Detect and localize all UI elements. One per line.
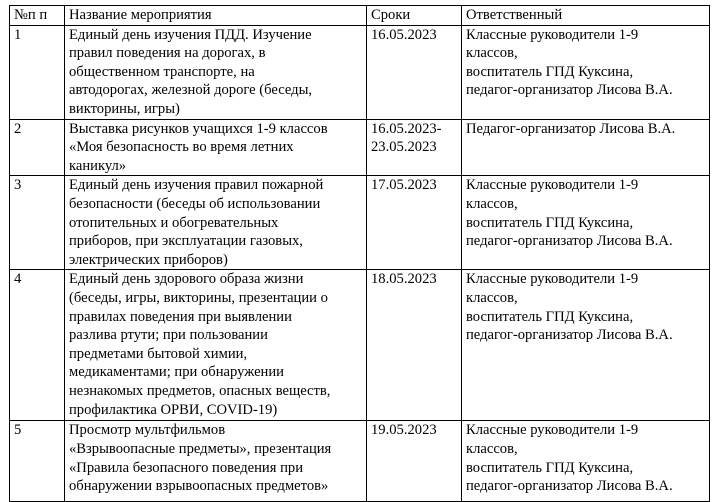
row-responsible: Педагог-организатор Лисова В.А. xyxy=(462,119,710,176)
table-row xyxy=(10,119,710,176)
header-responsible: Ответственный xyxy=(462,6,710,26)
header-number: №п п xyxy=(10,6,65,26)
row-responsible: Классные руководители 1-9 классов, воспитатель ГПД Куксина, педагог-организатор Лисова В.А. xyxy=(462,270,710,421)
row-dates: 17.05.2023 xyxy=(367,176,462,270)
row-number: 5 xyxy=(10,421,65,502)
row-responsible: Классные руководители 1-9 классов, воспитатель ГПД Куксина, педагог-организатор Лисова В.А. xyxy=(462,176,710,270)
row-dates: 19.05.2023 xyxy=(367,421,462,502)
row-responsible: Классные руководители 1-9 классов, воспитатель ГПД Куксина, педагог-организатор Лисова В.А. xyxy=(462,25,710,119)
header-event: Название мероприятия xyxy=(65,6,367,26)
row-number: 3 xyxy=(10,176,65,270)
table-row xyxy=(10,25,710,119)
row-number: 4 xyxy=(10,270,65,421)
row-dates: 16.05.2023- 23.05.2023 xyxy=(367,119,462,176)
row-dates: 18.05.2023 xyxy=(367,270,462,421)
table-row xyxy=(10,270,710,421)
row-responsible: Классные руководители 1-9 классов, воспитатель ГПД Куксина, педагог-организатор Лисова В.А. xyxy=(462,421,710,502)
row-number: 2 xyxy=(10,119,65,176)
table-row xyxy=(10,176,710,270)
table-header-row xyxy=(10,6,710,26)
row-event: Единый день здорового образа жизни (беседы, игры, викторины, презентации о правилах поведения при выявлении разлива ртути; при пользовании предметами бытовой химии, медикаментами; при обнаружении незнакомых предметов, опасных веществ, профилактика ОРВИ, COVID-19) xyxy=(65,270,367,421)
row-dates: 16.05.2023 xyxy=(367,25,462,119)
row-event: Единый день изучения ПДД. Изучение правил поведения на дорогах, в общественном транспорте, на автодорогах, железной дороге (беседы, викторины, игры) xyxy=(65,25,367,119)
header-dates: Сроки xyxy=(367,6,462,26)
row-event: Выставка рисунков учащихся 1-9 классов «Моя безопасность во время летних каникул» xyxy=(65,119,367,176)
row-number: 1 xyxy=(10,25,65,119)
events-table xyxy=(9,5,710,502)
table-row xyxy=(10,421,710,502)
row-event: Просмотр мультфильмов «Взрывоопасные предметы», презентация «Правила безопасного поведения при обнаружении взрывоопасных предметов» xyxy=(65,421,367,502)
row-event: Единый день изучения правил пожарной безопасности (беседы об использовании отопительных и обогревательных приборов, при эксплуатации газовых, электрических приборов) xyxy=(65,176,367,270)
